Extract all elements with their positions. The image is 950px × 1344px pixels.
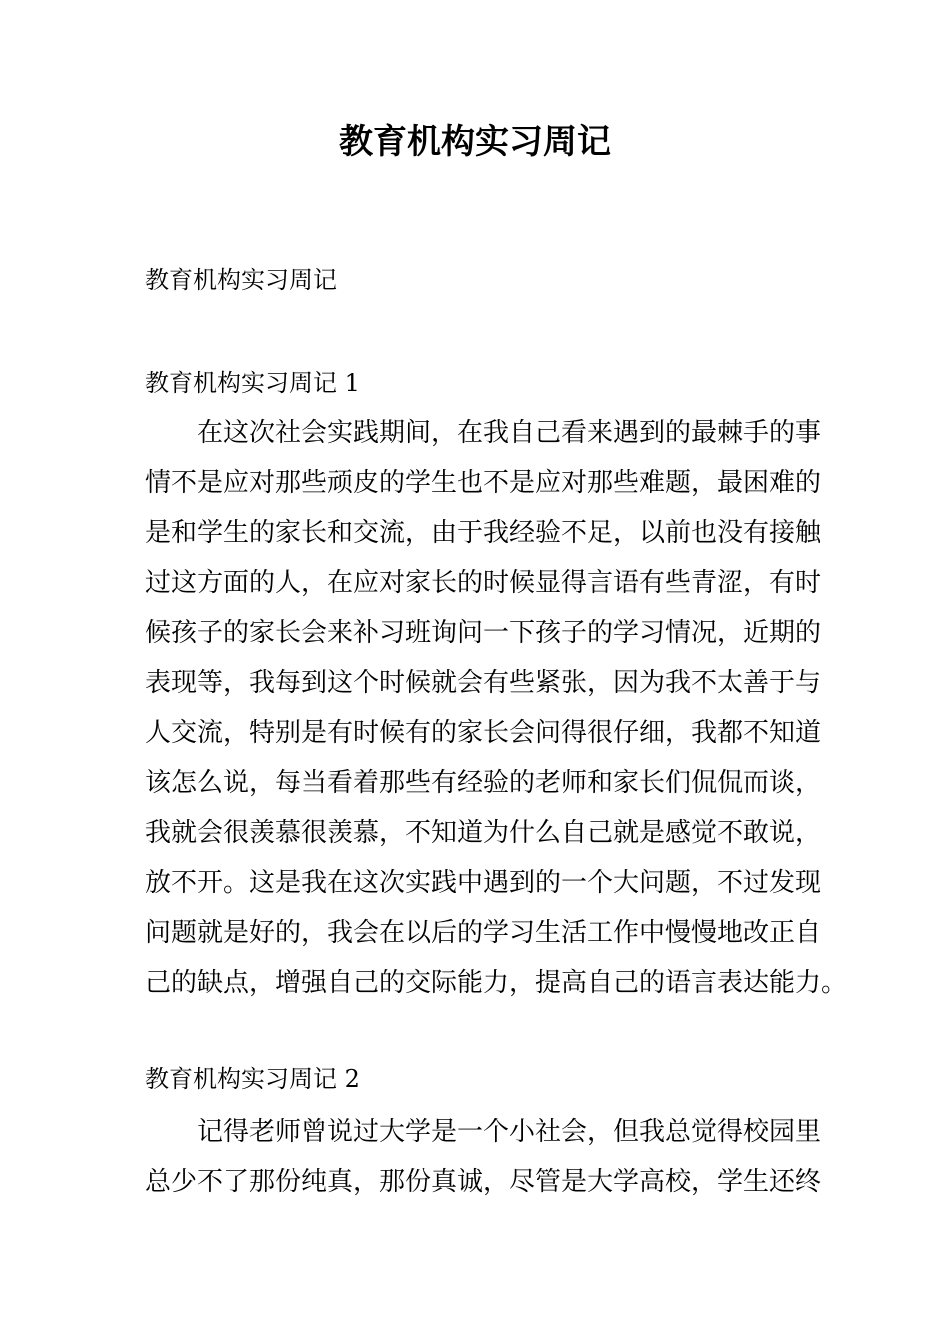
- paragraph-line: 记得老师曾说过大学是一个小社会，但我总觉得校园里: [197, 1117, 822, 1147]
- paragraph-line: 人交流，特别是有时候有的家长会问得很仔细，我都不知道: [145, 718, 822, 748]
- paragraph-line: 在这次社会实践期间，在我自己看来遇到的最棘手的事: [197, 418, 822, 448]
- section-body-1: [145, 408, 848, 1008]
- paragraph-line: 表现等，我每到这个时候就会有些紧张，因为我不太善于与: [145, 668, 822, 698]
- paragraph-line: 候孩子的家长会来补习班询问一下孩子的学习情况，近期的: [145, 618, 822, 648]
- section-heading-1: 教育机构实习周记 1: [145, 369, 360, 397]
- document-subtitle: 教育机构实习周记: [145, 266, 337, 294]
- paragraph-line: 情不是应对那些顽皮的学生也不是应对那些难题，最困难的: [145, 468, 822, 498]
- paragraph-line: 放不开。这是我在这次实践中遇到的一个大问题，不过发现: [145, 868, 822, 898]
- section-body-2: [145, 1107, 822, 1207]
- paragraph-line: 我就会很羡慕很羡慕，不知道为什么自己就是感觉不敢说，: [145, 818, 822, 848]
- document-title: 教育机构实习周记: [339, 122, 611, 162]
- paragraph-line: 是和学生的家长和交流，由于我经验不足，以前也没有接触: [145, 518, 822, 548]
- paragraph-line: 总少不了那份纯真，那份真诚，尽管是大学高校，学生还终: [145, 1167, 822, 1197]
- paragraph-line: 问题就是好的，我会在以后的学习生活工作中慢慢地改正自: [145, 918, 822, 948]
- section-heading-2: 教育机构实习周记 2: [145, 1065, 360, 1093]
- paragraph-line: 该怎么说，每当看着那些有经验的老师和家长们侃侃而谈，: [145, 768, 822, 798]
- paragraph-line: 己的缺点，增强自己的交际能力，提高自己的语言表达能力。: [145, 968, 848, 998]
- paragraph-line: 过这方面的人，在应对家长的时候显得言语有些青涩，有时: [145, 568, 822, 598]
